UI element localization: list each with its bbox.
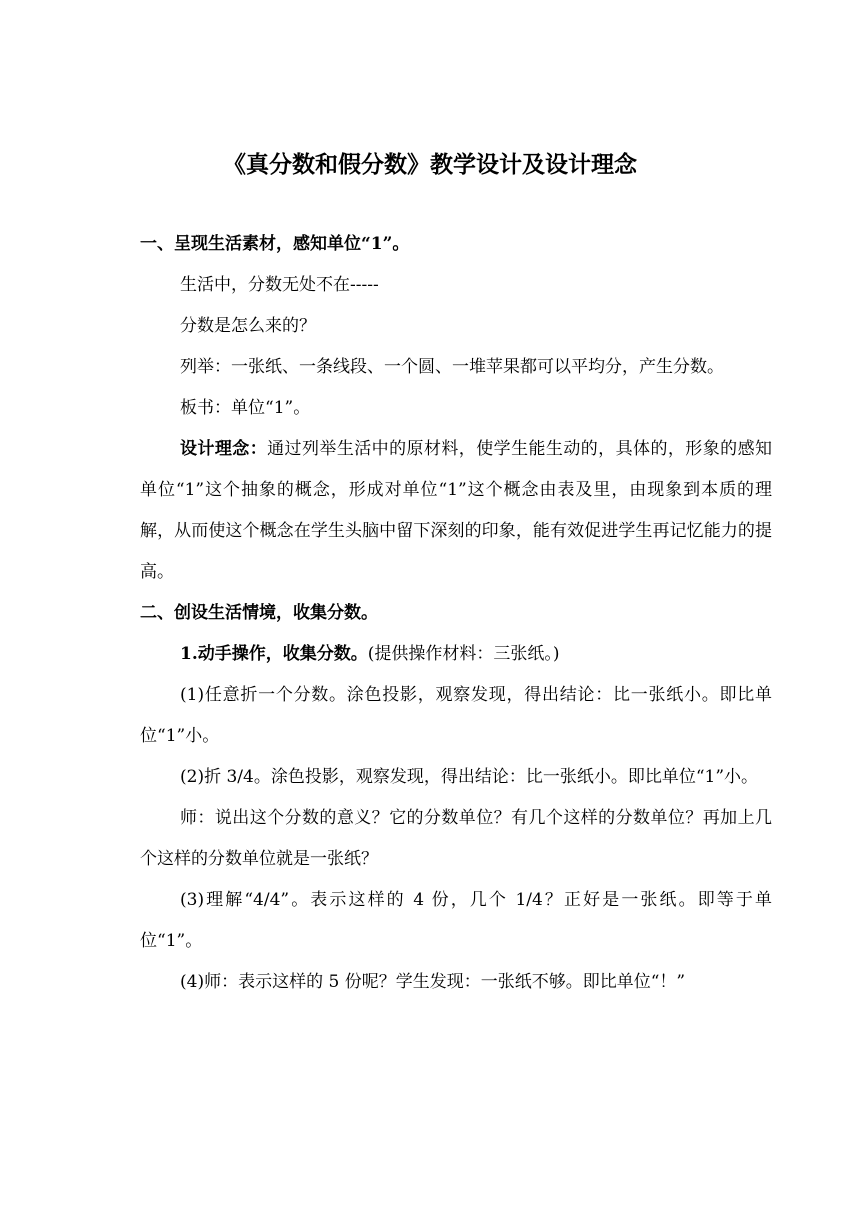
subsection-1-paragraph — [140, 634, 772, 675]
paragraph: 板书：单位“1”。 — [180, 398, 311, 418]
list-item: (2)折 3/4。涂色投影，观察发现，得出结论：比一张纸小。即比单位“1”小。 — [180, 767, 759, 787]
section-1-heading: 一、呈现生活素材，感知单位“1”。 — [140, 234, 410, 254]
subsection-1-label: 1.动手操作，收集分数。 — [180, 644, 368, 664]
design-concept-text: 通过列举生活中的原材料，使学生能生动的，具体的，形象的感知单位“1”这个抽象的概念，形成对单位“1”这个概念由表及里，由现象到本质的理解，从而使这个概念在学生头脑中留下深刻的印象，能有效促进学生再记忆能力的提高。 — [140, 439, 773, 582]
section-2-heading: 二、创设生活情境，收集分数。 — [140, 603, 378, 623]
paragraph: 分数是怎么来的？ — [180, 316, 316, 336]
design-concept-paragraph — [140, 429, 772, 593]
subsection-1-text: (提供操作材料：三张纸。) — [367, 644, 560, 664]
paragraph: 师：说出这个分数的意义？它的分数单位？有几个这样的分数单位？再加上几个这样的分数单位就是一张纸？ — [140, 808, 772, 869]
document-body — [140, 224, 772, 1003]
design-concept-label: 设计理念： — [180, 439, 268, 459]
paragraph: 列举：一张纸、一条线段、一个圆、一堆苹果都可以平均分，产生分数。 — [180, 357, 724, 377]
list-item: (4)师：表示这样的 5 份呢？学生发现：一张纸不够。即比单位“！” — [180, 972, 686, 992]
paragraph: 生活中，分数无处不在----- — [180, 275, 379, 295]
list-item: (3)理解“4/4”。表示这样的 4 份，几个 1/4？正好是一张纸。即等于单位“1”。 — [140, 890, 772, 951]
document-title: 《真分数和假分数》教学设计及设计理念 — [223, 151, 637, 178]
list-item: (1)任意折一个分数。涂色投影，观察发现，得出结论：比一张纸小。即比单位“1”小。 — [140, 685, 772, 746]
